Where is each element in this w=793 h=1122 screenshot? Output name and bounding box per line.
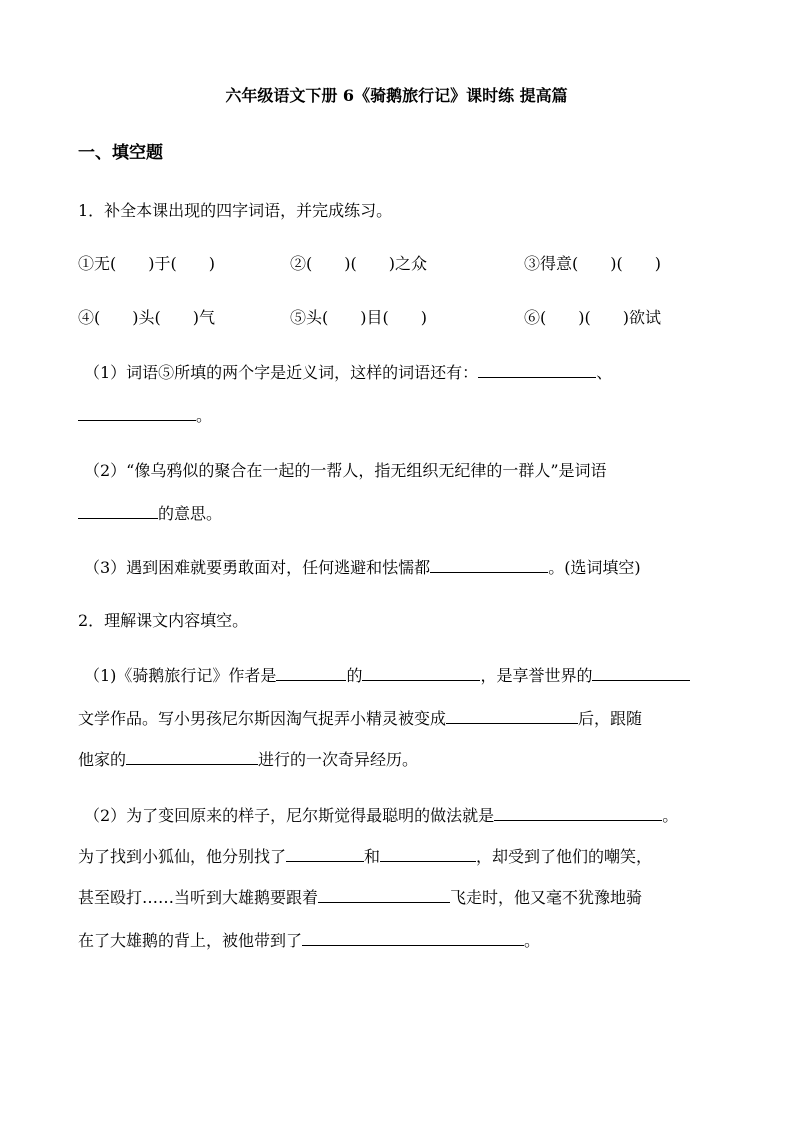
q1-sub1-sep: 、 xyxy=(596,363,613,382)
word-blank-3: ③得意( )( ) xyxy=(524,254,661,273)
q1-sub1-line1 xyxy=(84,362,612,383)
word-blank-5: ⑤头( )目( ) xyxy=(290,308,427,327)
q2-sub2-line4 xyxy=(78,930,540,951)
answer-blank[interactable] xyxy=(430,557,548,573)
answer-blank[interactable] xyxy=(78,503,158,519)
q2-sub1-line2 xyxy=(78,708,642,729)
q2-sub1-text-b: 的 xyxy=(346,666,363,685)
word-blank-1: ①无( )于( ) xyxy=(78,254,215,273)
q1-sub1-end: 。 xyxy=(196,406,213,425)
q1-sub3 xyxy=(84,557,641,578)
q2-sub2-text-e: ，却受到了他们的嘲笑， xyxy=(476,847,653,866)
q2-sub2-text-f: 甚至殴打……当听到大雄鹅要跟着 xyxy=(78,888,319,907)
answer-blank[interactable] xyxy=(302,930,524,946)
q2-sub2-text-h: 在了大雄鹅的背上，被他带到了 xyxy=(78,931,303,950)
q1-sub1-line2 xyxy=(78,405,212,426)
q2-sub2-text-d: 和 xyxy=(364,847,381,866)
q2-sub2-line2 xyxy=(78,846,652,867)
q1-sub2-line1: （2）“像乌鸦似的聚合在一起的一帮人，指无组织无纪律的一群人”是词语 xyxy=(84,461,607,480)
answer-blank[interactable] xyxy=(494,805,662,821)
answer-blank[interactable] xyxy=(592,665,690,681)
q2-sub1-line3 xyxy=(78,749,418,770)
q2-sub2-text-c: 为了找到小狐仙，他分别找了 xyxy=(78,847,287,866)
answer-blank[interactable] xyxy=(362,665,480,681)
page-title: 六年级语文下册 6《骑鹅旅行记》课时练 提高篇 xyxy=(225,86,568,105)
q2-sub1-text-g: 进行的一次奇异经历。 xyxy=(258,750,419,769)
q2-sub2-text-g: 飞走时，他又毫不犹豫地骑 xyxy=(450,888,643,907)
answer-blank[interactable] xyxy=(380,846,476,862)
q1-sub3-text: （3）遇到困难就要勇敢面对，任何逃避和怯懦都 xyxy=(84,558,431,577)
q1-sub2-end: 的意思。 xyxy=(158,504,223,523)
q1-sub3-end: 。(选词填空) xyxy=(548,558,641,577)
answer-blank[interactable] xyxy=(276,665,346,681)
q2-sub1-text-d: 文学作品。写小男孩尼尔斯因淘气捉弄小精灵被变成 xyxy=(78,709,447,728)
q2-sub2-text-b: 。 xyxy=(662,806,679,825)
q1-sub1-text: （1）词语⑤所填的两个字是近义词，这样的词语还有： xyxy=(84,363,479,382)
q2-sub1-line1 xyxy=(84,665,690,686)
answer-blank[interactable] xyxy=(478,362,596,378)
q2-sub2-text-i: 。 xyxy=(524,931,541,950)
answer-blank[interactable] xyxy=(318,887,450,903)
answer-blank[interactable] xyxy=(126,749,258,765)
q2-sub1-text-c: ，是享誉世界的 xyxy=(480,666,593,685)
question-1-stem: 1．补全本课出现的四字词语，并完成练习。 xyxy=(78,201,393,220)
answer-blank[interactable] xyxy=(286,846,364,862)
q2-sub2-line1 xyxy=(84,805,678,826)
word-blank-2: ②( )( )之众 xyxy=(290,254,427,273)
q2-sub1-text-f: 他家的 xyxy=(78,750,127,769)
section-heading: 一、填空题 xyxy=(78,143,163,163)
answer-blank[interactable] xyxy=(78,405,196,421)
q2-sub1-text-a: （1)《骑鹅旅行记》作者是 xyxy=(84,666,277,685)
q2-sub1-text-e: 后，跟随 xyxy=(578,709,643,728)
q1-sub2-line2 xyxy=(78,503,222,524)
q2-sub2-line3 xyxy=(78,887,642,908)
q2-sub2-text-a: （2）为了变回原来的样子，尼尔斯觉得最聪明的做法就是 xyxy=(84,806,495,825)
word-blank-6: ⑥( )( )欲试 xyxy=(524,308,661,327)
answer-blank[interactable] xyxy=(446,708,578,724)
word-blank-4: ④( )头( )气 xyxy=(78,308,215,327)
question-2-stem: 2．理解课文内容填空。 xyxy=(78,611,249,630)
